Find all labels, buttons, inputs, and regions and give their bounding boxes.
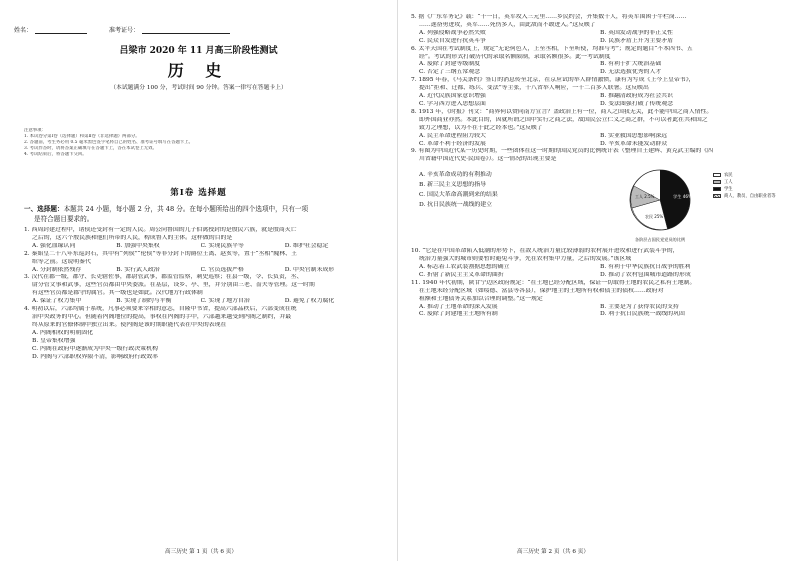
options-row xyxy=(411,141,781,149)
name-blank xyxy=(35,33,87,34)
question-line: 租额和土地债务关系加以合理的调整。”这一规定 xyxy=(419,295,543,302)
options-row xyxy=(411,61,781,69)
options-row xyxy=(411,304,781,312)
legend-label: 农民 xyxy=(724,173,733,179)
question-line: 在土地未经分配区域（如绥德、富县等各县），保护地主的土地所有权和债主的债权……政府对 xyxy=(419,287,664,294)
legend-item xyxy=(713,179,776,186)
legend-swatch xyxy=(713,173,721,177)
legend-item xyxy=(713,193,776,200)
question-9-body xyxy=(411,164,781,242)
option-d: D. 中央官制未成形 xyxy=(284,266,335,273)
option-a: A. 分封制依然残存 xyxy=(32,266,82,273)
pie-legend xyxy=(713,172,776,200)
option-c: C. 革命不利于经济的发展 xyxy=(419,140,486,147)
party-member-pie-chart xyxy=(605,164,776,243)
options-row xyxy=(411,38,781,46)
question-3 xyxy=(24,274,369,306)
option-a: A. 标志着工农武装割据思想的确立 xyxy=(419,264,510,271)
question-line: 5. 据《广东军务记》载：“十一日，英军攻入三元里……乡民约会，齐集数千人，将英军围困于牛栏岗…… xyxy=(411,14,687,20)
pie-label-worker: 工人 2.5% xyxy=(635,194,655,200)
option-a: A. 强化血缘认同 xyxy=(32,242,76,249)
question-line: 致力之理想，以为不在于此之经本也。”这反映了 xyxy=(419,124,543,131)
question-line: 6. 太平天国在考试制度上，规定“无论何色人，上至丞相，下至听使，均准与考”；规定的题目“不本四书、五 xyxy=(411,45,693,52)
pie-caption: 各阶层占国民党党员的比例 xyxy=(634,237,686,243)
legend-item xyxy=(713,172,776,179)
intro-text: 本题共 24 小题，每小题 2 分，共 48 分。在每小题所给出的四个选项中，只有一项 xyxy=(63,205,309,213)
question-line: 之后的，这六个殷民族和他们所带的人民，构成鲁人的主体。这样做的目的是 xyxy=(32,234,233,241)
option-a: A. 废除了封建等级制度 xyxy=(419,61,481,68)
options-row xyxy=(411,69,781,77)
option-b: B. 实现了制约与平衡 xyxy=(116,298,172,305)
note-line: 3. 考试作答时，请将答案正确填写在答题卡上，答在本试卷上无效。 xyxy=(24,146,157,151)
option-a: A. 内阁相权的明朝固化 xyxy=(32,329,94,336)
options-row xyxy=(411,133,781,141)
exam-no-label: 准考证号： xyxy=(108,27,139,34)
option-b: B. 皇帝集权增强 xyxy=(32,337,76,344)
question-line: 有这些官员都是郡守的属官。其一级也是如此。汉代地方行政体制 xyxy=(32,290,203,297)
legend-label: 工人 xyxy=(724,180,733,186)
option-c: C. 内阁在政府中逐渐成为中央一级行政决策机构 xyxy=(32,345,158,352)
option-b: B. 有利于中华民族抗日战争的胜利 xyxy=(600,264,691,271)
question-5 xyxy=(411,14,781,46)
option-d: D. 民族矛盾上升为主要矛盾 xyxy=(600,37,674,44)
notes-block xyxy=(24,128,324,158)
intro-line xyxy=(24,204,369,214)
question-line: 2. 秦始皇二十八年东巡封石，其中有“列侯”“伦侯”等非分封下的爵位王离、赵亥等，置于“丞相”隗林、王 xyxy=(24,250,297,257)
legend-swatch xyxy=(713,194,721,198)
option-c: C. 民众自发进行抗英斗争 xyxy=(419,37,486,44)
legend-label: 学生 xyxy=(724,187,733,193)
options-row xyxy=(411,311,781,319)
question-line: 尉分管文事和武事，这些官员都由中央委派。在基层，设乡、亭、里，并分别由三老、啬夫等管理。这一时期 xyxy=(32,282,315,289)
question-6 xyxy=(411,46,781,78)
options-row xyxy=(411,264,781,272)
options-row xyxy=(24,243,369,251)
legend-item xyxy=(713,186,776,193)
option-d: D. 利于抗日民族统一战线的巩固 xyxy=(600,311,685,318)
options-row xyxy=(411,93,781,101)
right-page xyxy=(397,0,794,561)
option-b: B. 主要是为了获得农民的支持 xyxy=(600,303,679,310)
question-line: 9. 有图为中国近代某一历史时期，一些团体在这一时期的国民党员的比例统计表（整理自王建辉、黄克武主编的《四 xyxy=(411,148,714,155)
option-d: D. 抗日民族统一战线的建立 xyxy=(419,202,493,209)
option-d: D. 变法图强打破了传统观念 xyxy=(600,100,674,107)
question-7 xyxy=(411,77,781,109)
option-b: B. 英国发动战争的非正义性 xyxy=(600,29,673,36)
question-line: ……遂奋勇进攻，英军……死伤多人，由此敌而不敢进入。”这反映了 xyxy=(419,21,596,28)
legend-label: 商人、教员、自由职业者等 xyxy=(724,194,776,200)
note-line: 注意事项： xyxy=(24,128,46,133)
option-c: C. 学习西方进入思想层面 xyxy=(419,100,486,107)
option-c: C. 实现民族平等 xyxy=(200,242,244,249)
option-d: D. 避免了权力腐化 xyxy=(284,298,335,305)
note-line: 2. 答题前，考生务必用 0.5 毫米黑色签字笔将自己的姓名、准考证号填写在答题卡上。 xyxy=(24,140,194,145)
option-d: D. 无法选拔优秀的人才 xyxy=(600,69,662,76)
question-11 xyxy=(411,280,781,320)
left-question-block xyxy=(24,204,369,361)
question-8 xyxy=(411,109,781,149)
options-row xyxy=(24,267,369,275)
option-a: A. 列强侵略战争必然失败 xyxy=(419,29,486,36)
option-a: A. 辛亥革命成功的有利推动 xyxy=(419,172,492,179)
option-b: B. 推翻清政府成为社会共识 xyxy=(600,93,673,100)
question-line: 绾等之前。这说明秦代 xyxy=(32,258,91,265)
option-b: B. 加强中央集权 xyxy=(116,242,160,249)
intro-head: 一、选择题： xyxy=(24,205,64,213)
options-row xyxy=(411,101,781,109)
exam-title: 吕梁市 2020 年 11 月高三阶段性测试 xyxy=(119,46,278,56)
right-question-block xyxy=(411,14,781,319)
question-line: 7. 1895 年春，《马关条约》签订的消息传至北京，在京应试的举人群情激愤，康有为写成《上今上皇帝书》， xyxy=(411,77,695,84)
question-line: 统治力量强大的城市则要暂时避免斗争，先在农村集中力量，之后的发展。”该区域 xyxy=(419,256,632,263)
question-4 xyxy=(24,306,369,361)
option-b: B. 实业救国思想影响深远 xyxy=(600,132,667,139)
left-footer: 高三历史 第 1 页（共 6 页） xyxy=(165,549,237,555)
question-9-options xyxy=(411,164,601,242)
question-line: 11. 1940 年代初期，陕甘宁边区政府规定：“在土地已经分配区域，保证一切取得土地的农民之私有土地制。 xyxy=(411,279,696,286)
options-row xyxy=(24,298,369,306)
option-a: A. 保证了权力集中 xyxy=(32,298,82,305)
question-line: 3. 汉代在郡一级，郡守、长吏辖佐事，郡尉管武事，郡监管监察，刺史巡察；在县一级，令、长负责，丞、 xyxy=(24,274,303,281)
exam-header xyxy=(14,25,250,34)
option-d: D. 推动了农村包围城市道路的形成 xyxy=(600,271,691,278)
exam-no-blank xyxy=(142,33,230,34)
question-9 xyxy=(411,148,781,242)
question-line: 即外国商业亦然。本此目的，因就所谓之国中实行之商之法，故国民公立仁义之商之群，不可以者此在共和国之 xyxy=(419,116,708,123)
note-line: 1. 本试卷分第Ⅰ卷（选择题）和第Ⅱ卷（非选择题）两部分。 xyxy=(24,134,140,139)
legend-swatch xyxy=(713,187,721,191)
pie-svg xyxy=(605,164,715,236)
question-line: 经”。考试的形式打破历代的录取名额限制，录取名额很多。此一考试制度 xyxy=(419,53,611,60)
option-d: D. 辛亥革命未能发动群众 xyxy=(600,140,668,147)
options-row xyxy=(411,272,781,280)
pie-label-farmer: 农民 25% xyxy=(645,214,664,220)
question-line: 8. 1913 年，《时报》刊文：“商界何以赞同南方宣言？盖政治上有一位，商人之国我无关，此不能中国之商人情性。 xyxy=(411,108,713,115)
option-c: C. 折射了新民主主义革命的曲折 xyxy=(419,271,504,278)
option-b: B. 实行武人政治 xyxy=(116,266,160,273)
pie-label-student: 学生 46% xyxy=(673,194,693,200)
question-line: 4. 明初以后，六部均属于系统，凡事必须要来宰相的意志，自隆中书省，提高六部品秩后，六部变成在统 xyxy=(24,306,297,313)
question-line: 提出“拒和、迁都、练兵、变法”等主张，十八省举人响应，一千二百多人联署。这反映出 xyxy=(419,85,649,92)
option-d: D. 内阁与六部职权界限不清，影响政府行政效率 xyxy=(32,353,159,360)
exam-scope: （本试题满分 100 分，考试时间 90 分钟。答案一律写在答题卡上） xyxy=(110,85,287,91)
question-line: 终从原来的官僚体制中独立出来。使内阁是该时期职能代表在中央的表现在 xyxy=(32,321,227,328)
question-line: 川省籍中国近代史·民国卷》）。这一情况的出现主要是 xyxy=(419,156,557,163)
question-1 xyxy=(24,227,369,251)
legend-swatch xyxy=(713,180,721,184)
option-c: C. 实现了地方自治 xyxy=(200,298,250,305)
option-a: A. 近代民族国家意识增强 xyxy=(419,93,486,100)
intro-line-2: 是符合题目要求的。 xyxy=(34,215,94,223)
option-d: D. 维护社会稳定 xyxy=(284,242,329,249)
section-title: 第Ⅰ卷 选择题 xyxy=(170,188,227,198)
option-a: A. 民主革命进程阻力较大 xyxy=(419,132,486,139)
option-c: C. 官员选拔严格 xyxy=(200,266,244,273)
option-c: C. 否定了三纲五常观念 xyxy=(419,69,481,76)
name-label: 姓名： xyxy=(14,27,33,34)
question-10 xyxy=(411,248,781,280)
option-b: B. 新三民主义思想的指导 xyxy=(419,182,486,189)
option-a: A. 推动了土地革命的深入发展 xyxy=(419,303,498,310)
options-row xyxy=(411,30,781,38)
note-line: 4. 考试结束后，将答题卡交回。 xyxy=(24,152,87,157)
option-b: B. 有利于扩大统治基础 xyxy=(600,61,662,68)
right-footer: 高三历史 第 2 页（共 6 页） xyxy=(517,549,589,555)
option-c: C. 废除了封建地主土地所有制 xyxy=(419,311,498,318)
question-2 xyxy=(24,251,369,275)
question-line: 1. 西周封建过程中，诸侯还受封有一定的人民。周公向鲁国的儿子伯禽授封的是殷民六族，就是殷商灭亡 xyxy=(24,227,297,233)
question-line: 治中央政务的中心。但随着内阁地位的提高，事权在内阁的手中，六部越来越受到内阁之制约，并最 xyxy=(32,313,292,320)
question-line: 10. “它是在中国革命陷入低潮的形势下，在敌人统治力量比较薄弱的农村展开进攻和进行武装斗争的， xyxy=(411,248,679,255)
option-c: C. 国民大革命高潮到来的结果 xyxy=(419,192,498,199)
subject-title: 历 史 xyxy=(167,61,230,80)
